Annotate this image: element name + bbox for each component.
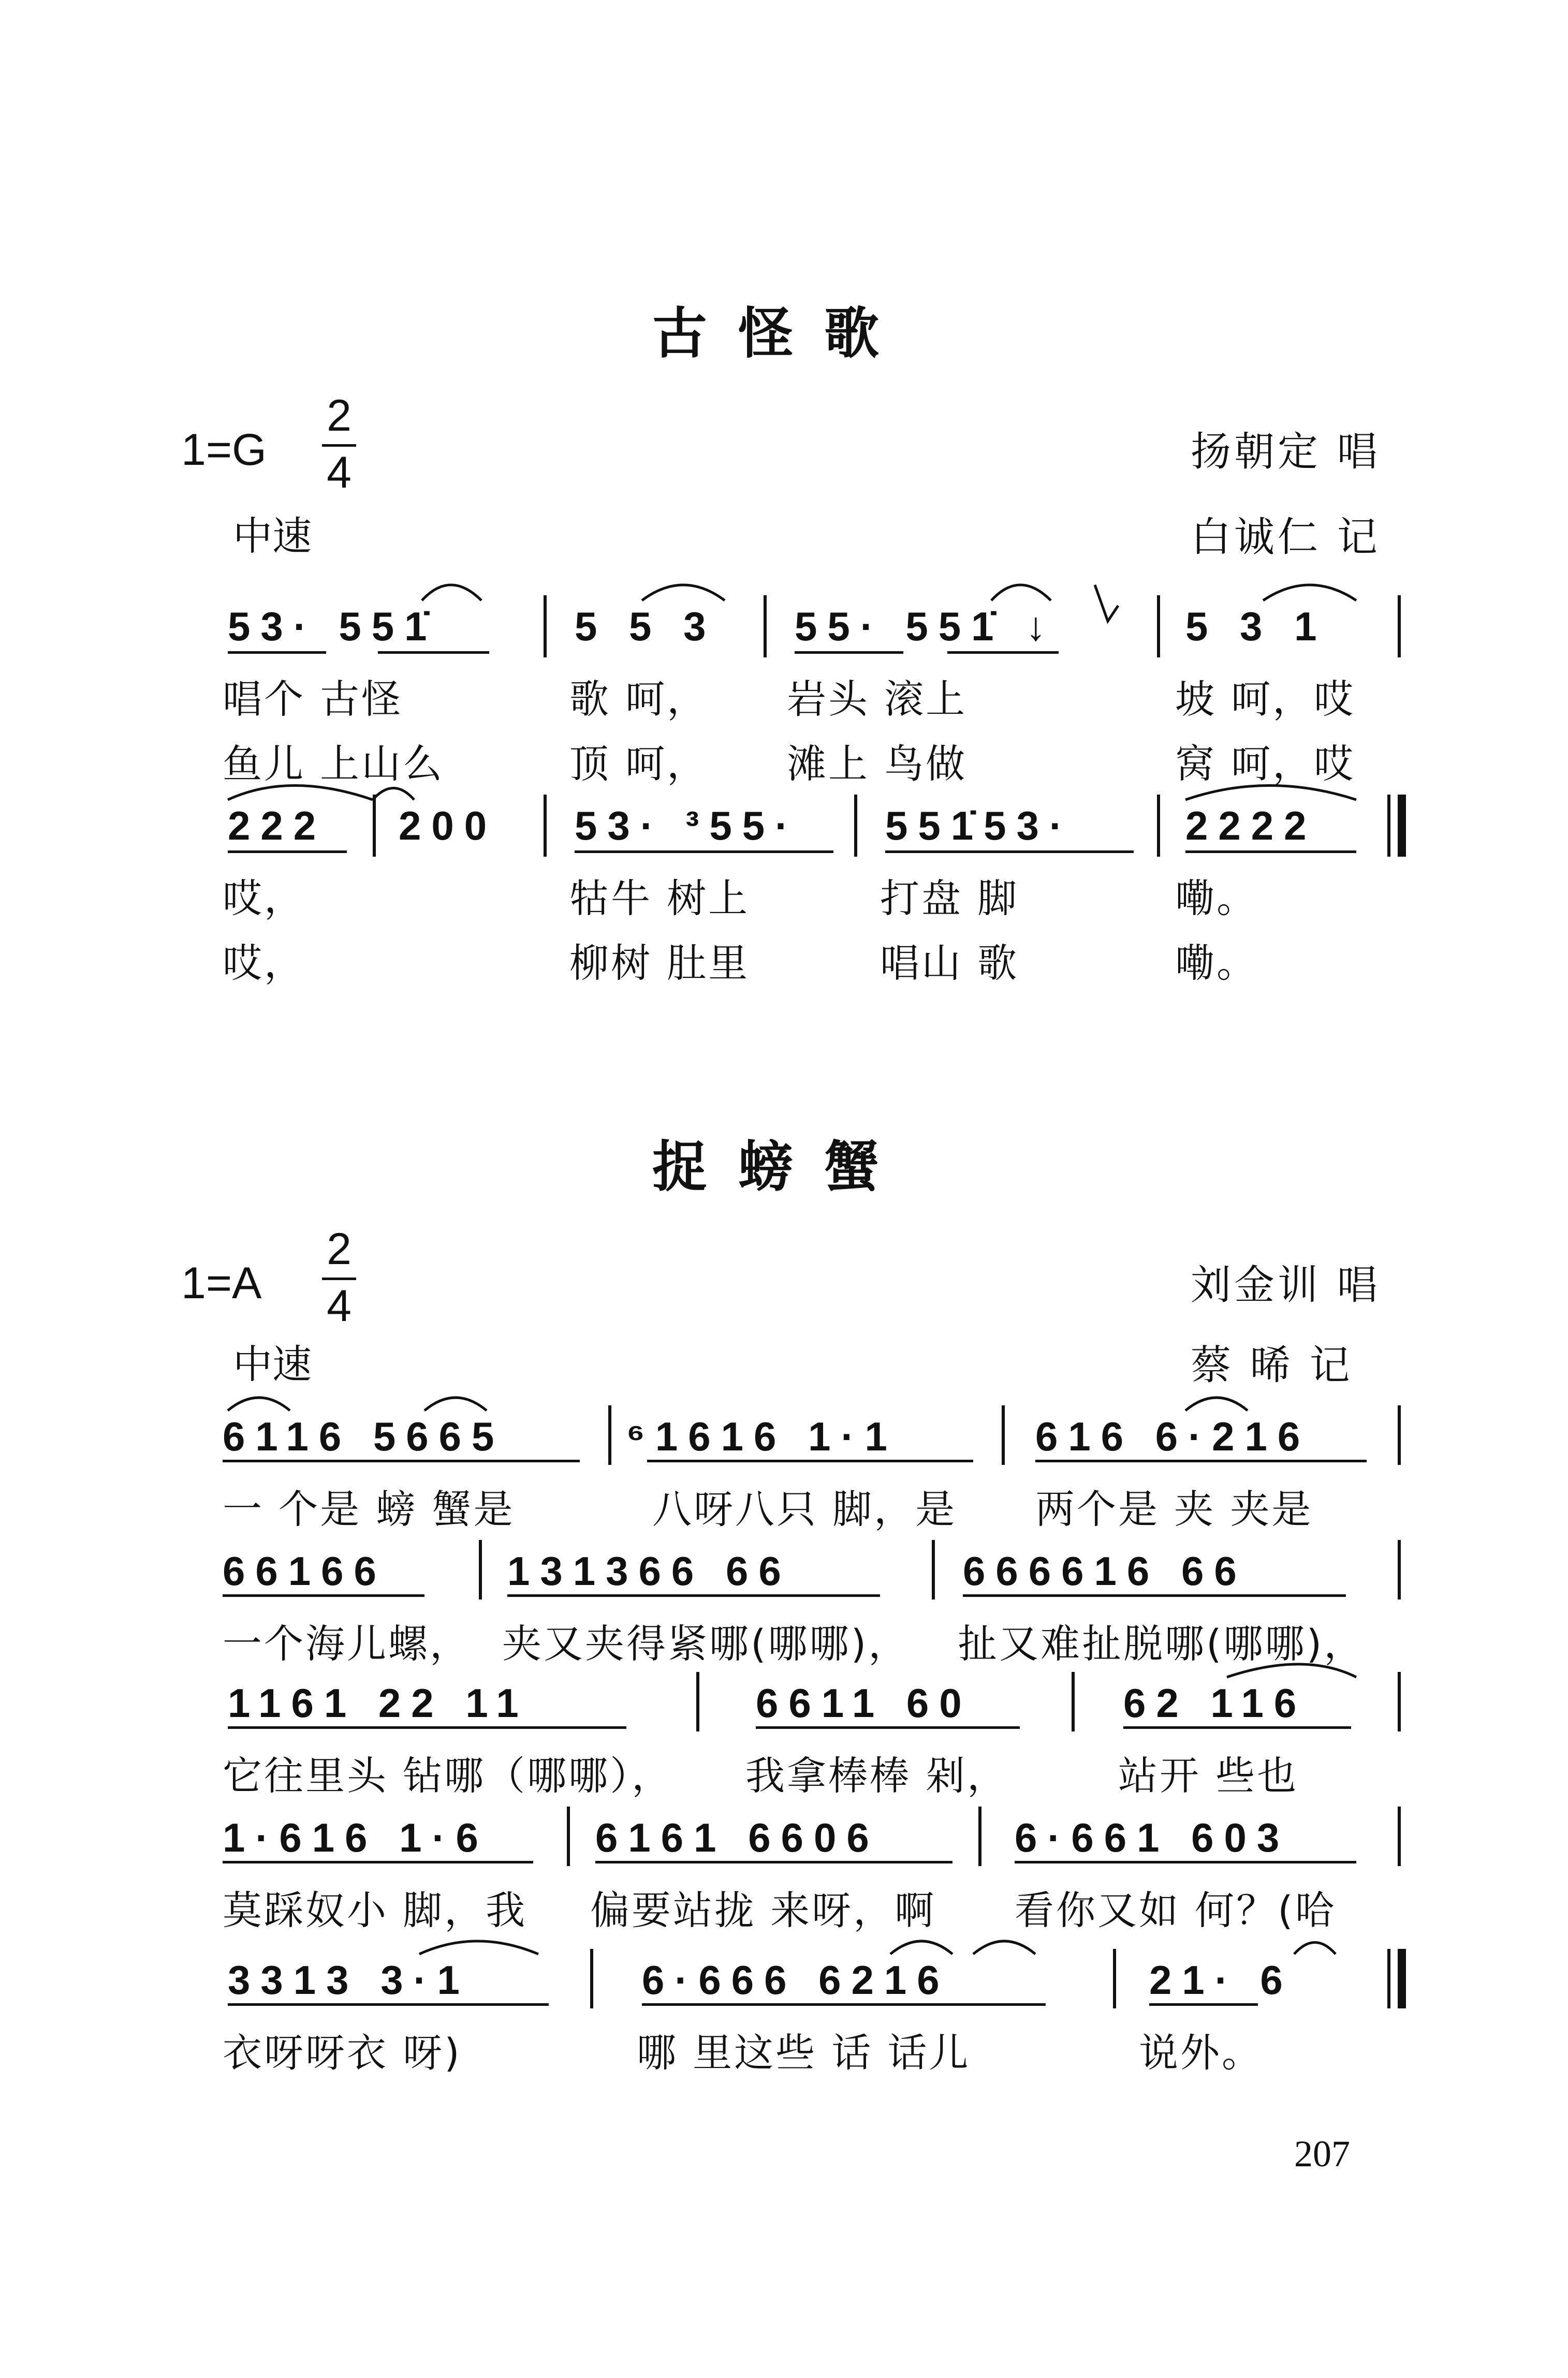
measure-notes: 3313 3·1: [228, 1957, 470, 2003]
measure-notes: 222: [228, 803, 327, 848]
lyric-line-1: 唱个 古怪: [223, 676, 403, 722]
slur: [1294, 1943, 1336, 1955]
slur: [642, 585, 725, 600]
slur: [1227, 1664, 1356, 1677]
lyric-line-2: 柳树 肚里: [569, 940, 750, 986]
time-sig-bottom: 4: [327, 1281, 351, 1331]
lyric-line-2: 哎，: [223, 940, 305, 986]
lyric-line: 我拿棒棒 剁，: [745, 1753, 1009, 1799]
lyric-line: 说外。: [1139, 2030, 1263, 2076]
measure-notes: 55· 551̇ ↓: [795, 604, 1057, 649]
page-number: 207: [1294, 2133, 1350, 2175]
slur: [424, 1398, 487, 1411]
lyric-line: 它往里头 钻哪（哪哪），: [223, 1753, 673, 1799]
lyric-line: 扯又难扯脱哪(哪哪)，: [958, 1621, 1366, 1667]
lyric-line-2: 顶 呵，: [569, 741, 709, 787]
slur: [373, 788, 414, 800]
song-title: 捉螃蟹: [652, 1135, 910, 1199]
recorder-credit: 白诚仁 记: [1191, 514, 1381, 561]
key-signature: 1=A: [181, 1258, 262, 1308]
lyric-line: 衣呀呀衣 呀): [223, 2030, 462, 2076]
key-signature: 1=G: [181, 425, 267, 475]
slur: [991, 585, 1051, 600]
time-sig-top: 2: [327, 391, 351, 441]
measure-notes: 551̇53·: [885, 803, 1073, 848]
measure-notes: 1·616 1·6: [223, 1815, 489, 1860]
arrow-mark: [1095, 585, 1118, 621]
singer-credit: 刘金训 唱: [1191, 1262, 1381, 1309]
slur: [973, 1941, 1035, 1954]
measure-notes: 53· ³55·: [575, 803, 799, 848]
lyric-line: 偏要站拢 来呀，啊: [590, 1887, 936, 1933]
measure-notes: 2222: [1185, 803, 1317, 848]
slur: [890, 1941, 952, 1954]
slur: [419, 1941, 538, 1954]
lyric-line-1: 打盘 脚: [880, 875, 1019, 921]
singer-credit: 扬朝定 唱: [1191, 429, 1381, 475]
time-sig-bottom: 4: [327, 448, 351, 497]
measure-notes: 1161 22 11: [228, 1680, 529, 1726]
lyric-line-1: 坡 呵，哎: [1175, 676, 1356, 722]
slur: [228, 786, 373, 800]
lyric-line: 站开 些也: [1118, 1753, 1299, 1799]
measure-notes: 6611 60: [756, 1680, 972, 1726]
lyric-line: 一个海儿螺，: [223, 1621, 471, 1667]
slur: [422, 585, 481, 600]
measure-notes: 131366 66: [507, 1548, 792, 1594]
slur: [1185, 786, 1356, 800]
lyric-line: 八呀八只 脚，是: [652, 1486, 957, 1532]
measure-notes: ⁶1616 1·1: [626, 1414, 898, 1459]
measure-notes: 21· 6: [1149, 1957, 1293, 2003]
lyric-line-2: 鱼儿 上山么: [223, 741, 445, 787]
song-title: 古怪歌: [652, 302, 910, 365]
lyric-line-1: 嘞。: [1175, 875, 1258, 921]
slur: [1263, 585, 1356, 600]
measure-notes: 5 3 1: [1185, 604, 1327, 649]
lyric-line-2: 嘞。: [1175, 940, 1258, 986]
measure-notes: 62 116: [1123, 1680, 1307, 1726]
lyric-line-2: 滩上 鸟做: [787, 741, 968, 787]
lyric-line-2: 唱山 歌: [880, 940, 1019, 986]
lyric-line-1: 歌 呵，: [569, 676, 709, 722]
measure-notes: 6116 5665: [223, 1414, 505, 1459]
lyric-line: 莫踩奴小 脚，我: [223, 1887, 527, 1933]
recorder-credit: 蔡 晞 记: [1191, 1342, 1353, 1389]
lyric-line-1: 岩头 滚上: [787, 676, 968, 722]
lyric-line-1: 牯牛 树上: [569, 875, 750, 921]
tempo-marking: 中速: [233, 513, 312, 559]
measure-notes: 616 6·216: [1035, 1414, 1311, 1459]
lyric-line: 一 个是 螃 蟹是: [223, 1486, 515, 1532]
measure-notes: 6·666 6216: [642, 1957, 950, 2003]
measure-notes: 6·661 603: [1015, 1815, 1290, 1860]
lyric-line: 夹又夹得紧哪(哪哪)，: [502, 1621, 910, 1667]
time-sig-top: 2: [327, 1224, 351, 1274]
measure-notes: 53· 551̇: [228, 604, 437, 649]
lyric-line: 看你又如 何？(哈: [1015, 1887, 1337, 1933]
measure-notes: 666616 66: [963, 1548, 1247, 1594]
lyric-line: 两个是 夹 夹是: [1035, 1486, 1313, 1532]
measure-notes: 66166: [223, 1548, 387, 1594]
lyric-line-2: 窝 呵，哎: [1175, 741, 1356, 787]
slur: [228, 1398, 290, 1411]
lyric-line-1: 哎，: [223, 875, 305, 921]
measure-notes: 6161 6606: [595, 1815, 880, 1860]
measure-notes: 5 5 3: [575, 604, 716, 649]
lyric-line: 哪 里这些 话 话儿: [637, 2030, 971, 2076]
slur: [1185, 1398, 1248, 1411]
measure-notes: 200: [399, 803, 497, 848]
tempo-marking: 中速: [233, 1341, 312, 1387]
